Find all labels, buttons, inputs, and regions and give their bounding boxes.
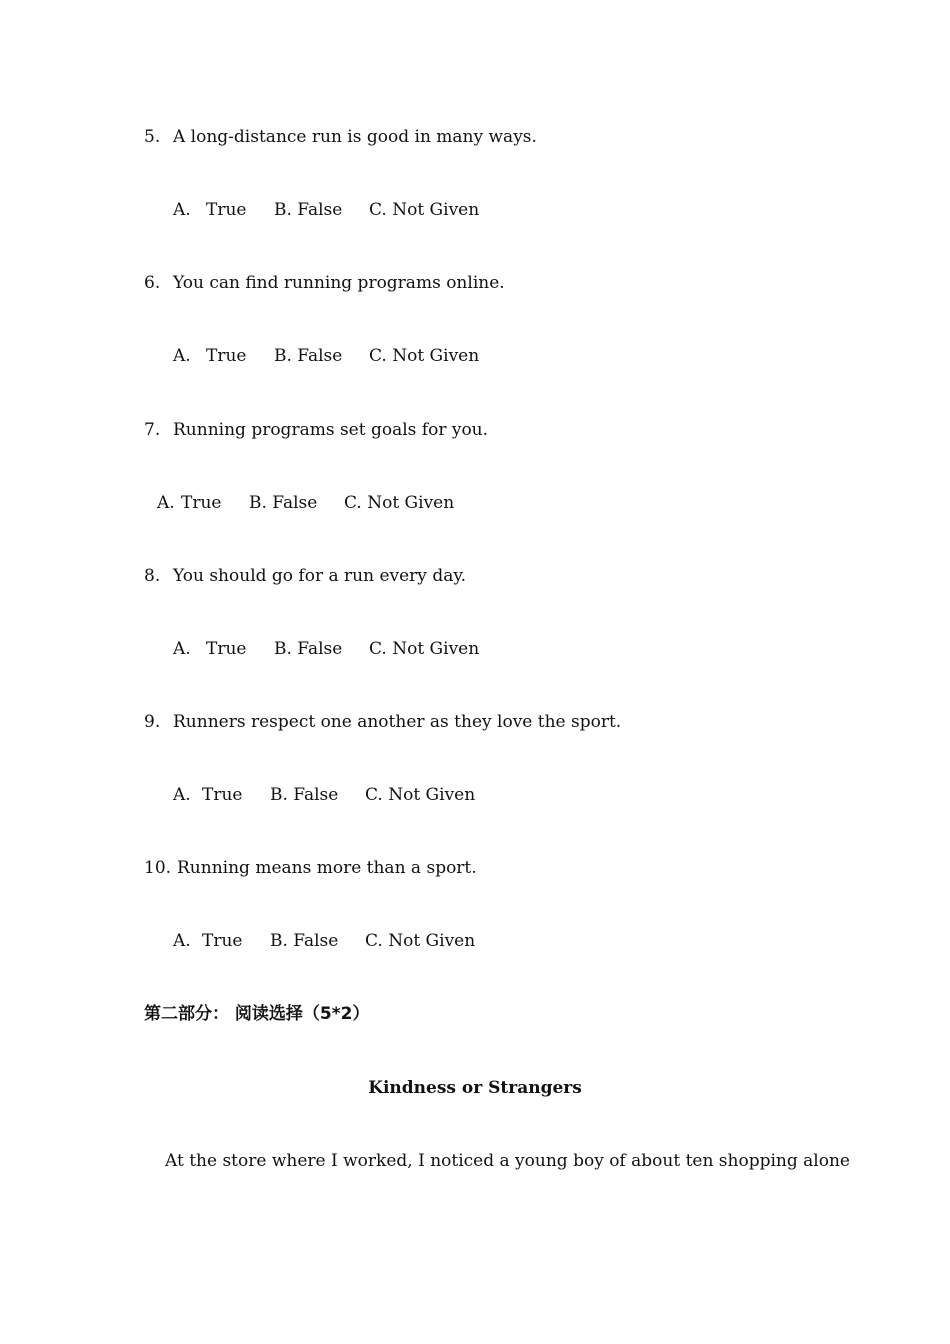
question-number: 8. <box>144 566 161 586</box>
question-text: Runners respect one another as they love the sport. <box>173 712 622 732</box>
question-6 <box>144 272 505 294</box>
option-c: C. Not Given <box>365 785 476 805</box>
option-a: True <box>202 785 243 805</box>
option-a: True <box>202 931 243 951</box>
option-b: B. False <box>270 931 339 951</box>
option-b: B. False <box>274 639 343 659</box>
option-a: True <box>181 493 222 513</box>
options-7 <box>157 492 454 514</box>
question-text: You can find running programs online. <box>173 273 505 293</box>
question-9 <box>144 711 621 733</box>
options-9 <box>173 784 475 806</box>
option-c: C. Not Given <box>369 200 480 220</box>
question-text: Running programs set goals for you. <box>173 420 489 440</box>
question-number: 7. <box>144 420 161 440</box>
options-8 <box>173 638 479 660</box>
option-c: C. Not Given <box>365 931 476 951</box>
question-text: You should go for a run every day. <box>173 566 467 586</box>
question-number: 5. <box>144 127 161 147</box>
option-a-letter: A. <box>173 785 191 805</box>
option-a-letter: A. <box>173 346 191 366</box>
option-a-letter: A. <box>157 493 175 513</box>
question-text: A long-distance run is good in many ways. <box>173 127 537 147</box>
option-b: B. False <box>274 346 343 366</box>
option-b: B. False <box>270 785 339 805</box>
options-10 <box>173 930 475 952</box>
passage-paragraph: At the store where I worked, I noticed a young boy of about ten shopping alone <box>165 1151 850 1171</box>
question-10 <box>144 857 477 879</box>
question-number: 6. <box>144 273 161 293</box>
option-c: C. Not Given <box>369 639 480 659</box>
question-8 <box>144 565 466 587</box>
section-heading: 第二部分： 阅读选择（5*2） <box>144 1004 370 1024</box>
options-6 <box>173 345 479 367</box>
option-a: True <box>206 200 247 220</box>
option-b: B. False <box>249 493 318 513</box>
question-7 <box>144 419 488 441</box>
option-a-letter: A. <box>173 639 191 659</box>
option-b: B. False <box>274 200 343 220</box>
question-number: 9. <box>144 712 161 732</box>
option-c: C. Not Given <box>344 493 455 513</box>
passage-title: Kindness or Strangers <box>368 1078 582 1098</box>
option-a-letter: A. <box>173 931 191 951</box>
options-5 <box>173 199 479 221</box>
question-text: Running means more than a sport. <box>177 858 477 878</box>
question-number: 10. <box>144 858 172 878</box>
option-a-letter: A. <box>173 200 191 220</box>
question-5 <box>144 126 537 148</box>
option-c: C. Not Given <box>369 346 480 366</box>
option-a: True <box>206 346 247 366</box>
option-a: True <box>206 639 247 659</box>
